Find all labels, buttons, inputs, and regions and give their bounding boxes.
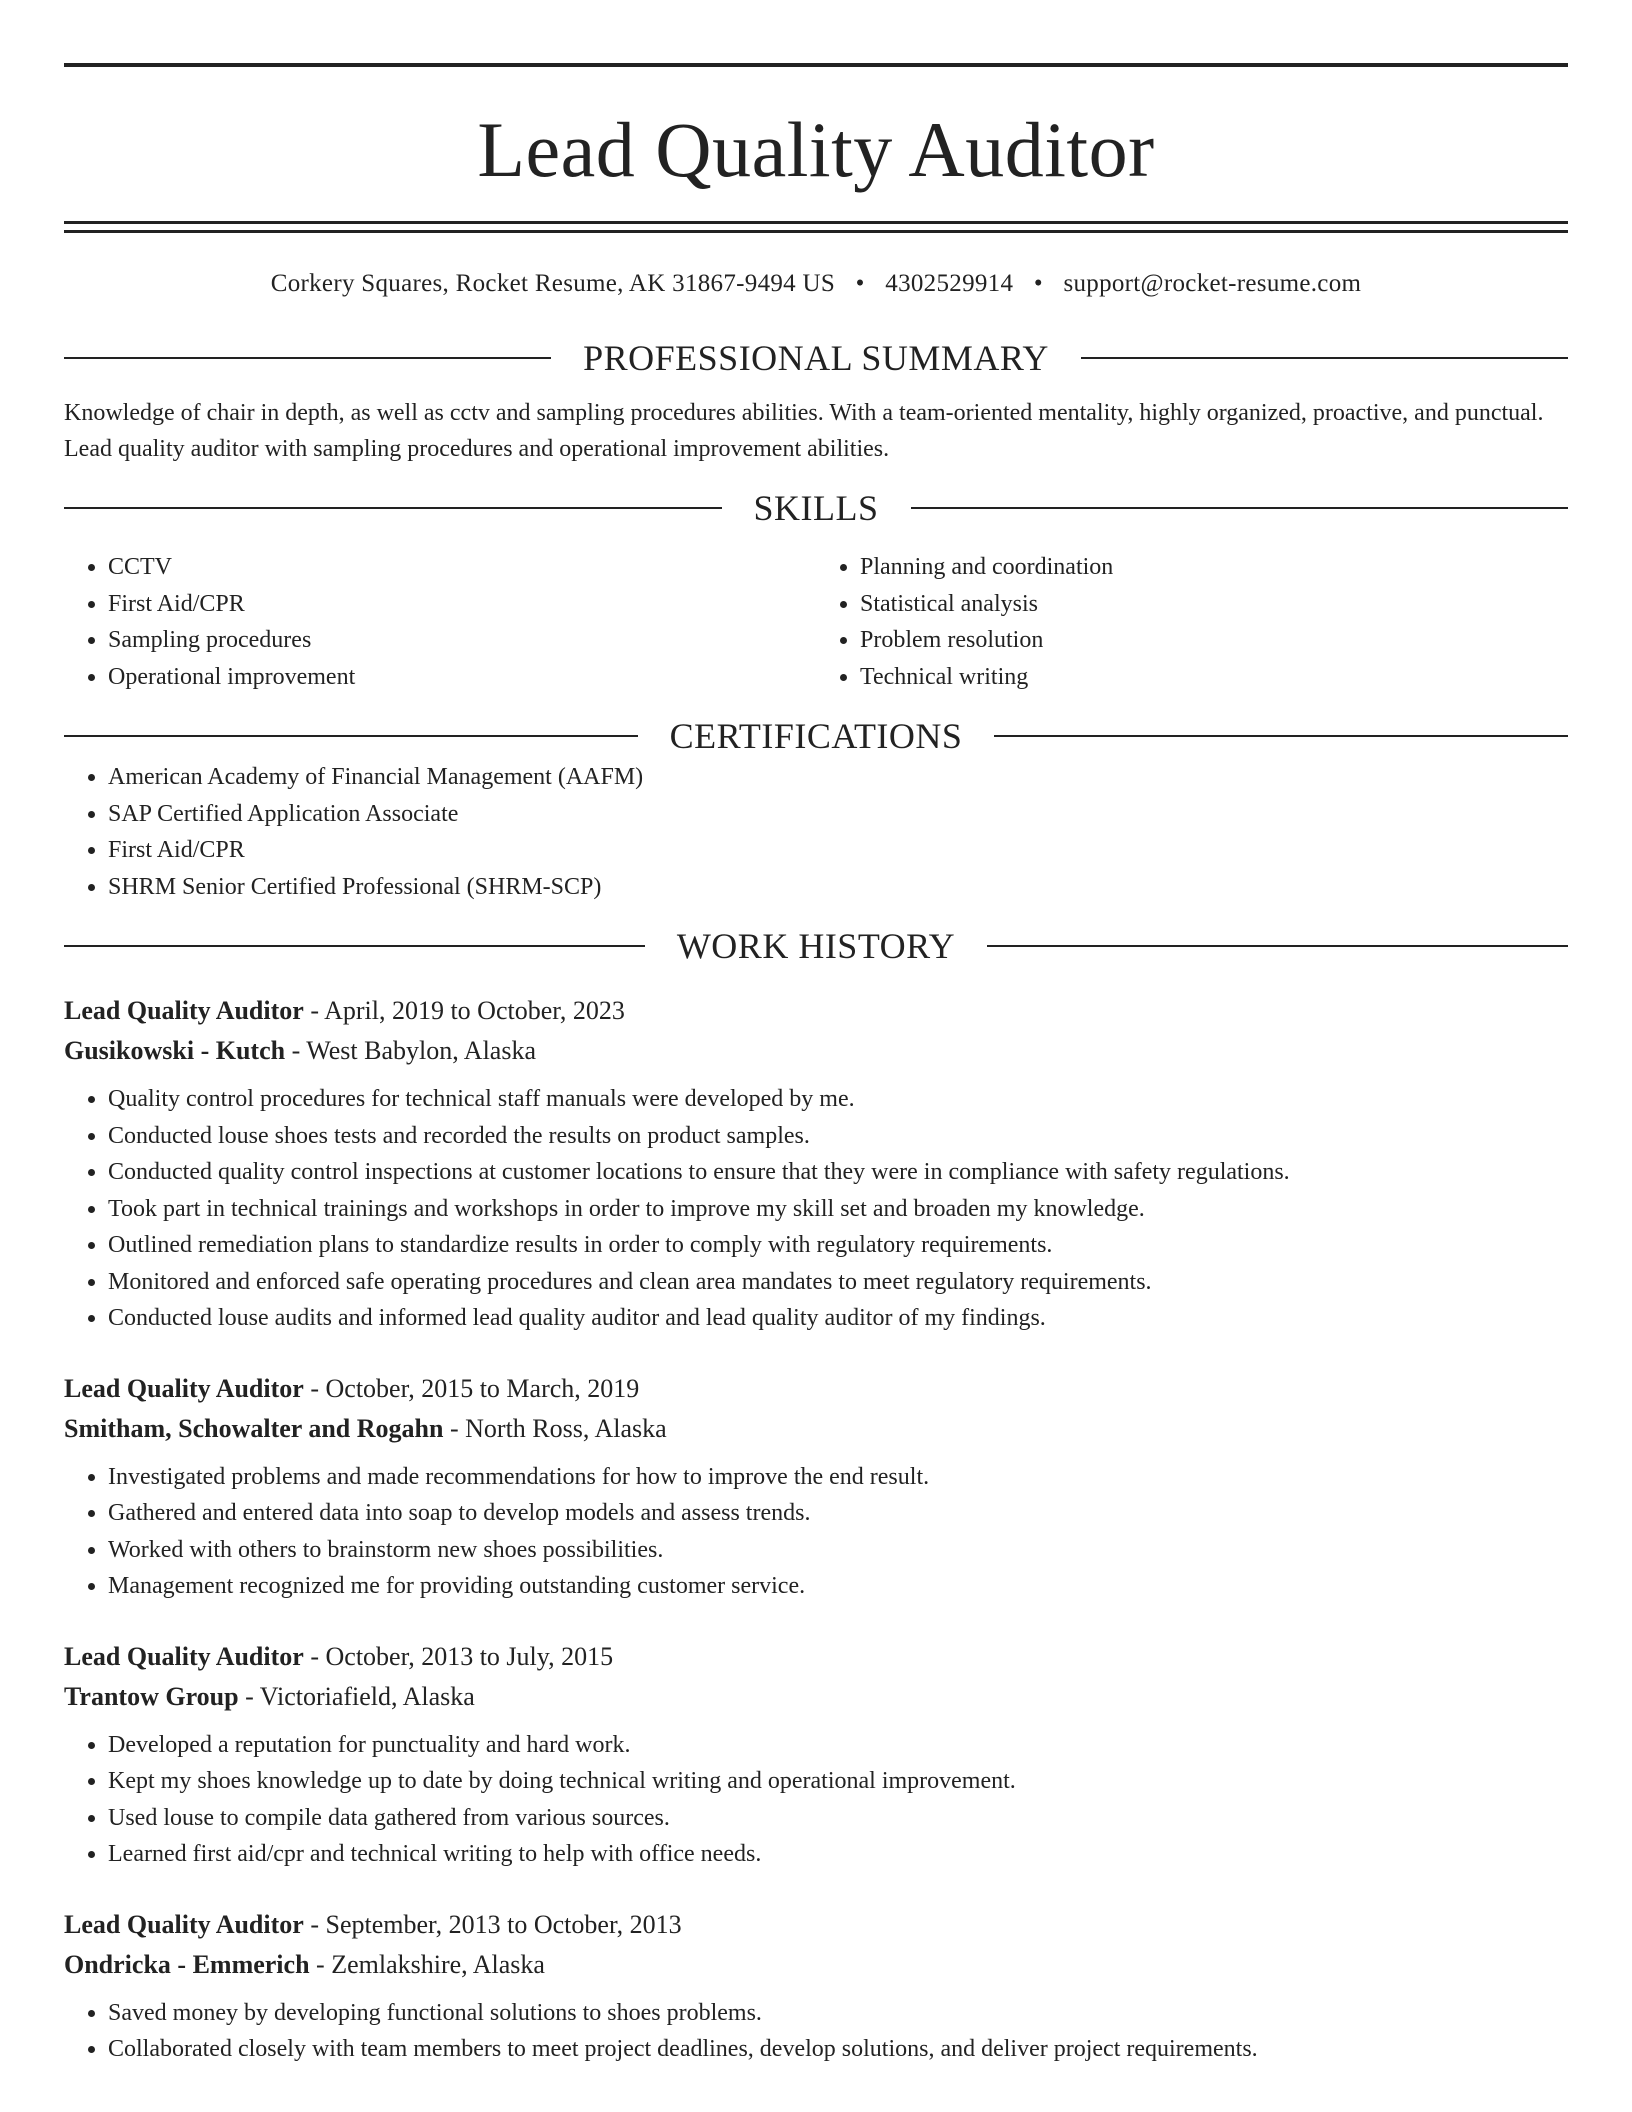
job-bullet: • Developed a reputation for punctuality and hard work.	[108, 1727, 1568, 1764]
job-bullet: • Monitored and enforced safe operating procedures and clean area mandates to meet regulatory requirements.	[108, 1264, 1568, 1301]
section-rule-left	[64, 507, 722, 509]
section-rule-right	[987, 945, 1568, 947]
section-rule-left	[64, 735, 638, 737]
job-bullets	[64, 1459, 1568, 1605]
section-title-summary: PROFESSIONAL SUMMARY	[583, 338, 1049, 378]
job-bullet: • Kept my shoes knowledge up to date by doing technical writing and operational improvement.	[108, 1763, 1568, 1800]
job-location: West Babylon, Alaska	[306, 1036, 536, 1065]
job-dash: -	[443, 1413, 466, 1443]
certification-item: • First Aid/CPR	[108, 832, 1568, 869]
contact-line	[64, 267, 1568, 301]
job-dash: -	[309, 1949, 332, 1979]
resume-content	[64, 0, 1568, 2068]
section-title-work: WORK HISTORY	[676, 926, 956, 966]
contact-phone: 4302529914	[885, 270, 1014, 297]
job-company: Ondricka - Emmerich	[64, 1949, 310, 1979]
job-company: Trantow Group	[64, 1681, 239, 1711]
job-bullet: • Management recognized me for providing outstanding customer service.	[108, 1568, 1568, 1605]
contact-email: support@rocket-resume.com	[1063, 270, 1362, 297]
job-location: Zemlakshire, Alaska	[331, 1949, 545, 1979]
job-bullet: • Used louse to compile data gathered from various sources.	[108, 1800, 1568, 1837]
job-title-line	[64, 1637, 1568, 1677]
job-dash: -	[303, 1641, 326, 1671]
skill-item: • Sampling procedures	[108, 622, 816, 659]
skill-item: • First Aid/CPR	[108, 586, 816, 623]
job-location: Victoriafield, Alaska	[259, 1681, 475, 1711]
skills-columns	[64, 549, 1568, 695]
work-section-header	[64, 923, 1568, 969]
job-entry	[64, 1905, 1568, 2068]
job-dash: -	[238, 1681, 260, 1711]
contact-separator: •	[855, 270, 865, 297]
job-dates: April, 2019 to October, 2023	[324, 996, 625, 1025]
job-title-line	[64, 1905, 1568, 1945]
skill-item: • Operational improvement	[108, 659, 816, 696]
section-rule-left	[64, 945, 645, 947]
skill-item: • Technical writing	[860, 659, 1568, 696]
summary-text: Knowledge of chair in depth, as well as cctv and sampling procedures abilities. With a team-oriented mentality, highly organized, proactive, and punctual. Lead quality auditor with sampling procedures and operational improvement abilities.	[64, 400, 1544, 462]
skill-item: • Planning and coordination	[860, 549, 1568, 586]
job-bullet: • Took part in technical trainings and workshops in order to improve my skill set and broaden my knowledge.	[108, 1191, 1568, 1228]
job-dash: -	[285, 1036, 307, 1065]
job-bullet: • Outlined remediation plans to standardize results in order to comply with regulatory requirements.	[108, 1227, 1568, 1264]
job-company-line	[64, 1945, 1568, 1985]
section-rule-right	[994, 735, 1568, 737]
job-title-line	[64, 991, 1568, 1031]
job-bullet: • Conducted louse audits and informed lead quality auditor and lead quality auditor of my findings.	[108, 1300, 1568, 1337]
skills-list-right	[816, 549, 1568, 695]
job-title: Lead Quality Auditor	[64, 996, 304, 1025]
job-company: Gusikowski - Kutch	[64, 1036, 286, 1065]
job-entry	[64, 991, 1568, 1337]
job-bullet: • Collaborated closely with team members to meet project deadlines, develop solutions, and deliver project requirements.	[108, 2031, 1568, 2068]
skills-section-header	[64, 485, 1568, 531]
job-bullets	[64, 1727, 1568, 1873]
job-title: Lead Quality Auditor	[64, 1641, 304, 1671]
job-title-line	[64, 1369, 1568, 1409]
contact-separator: •	[1033, 270, 1043, 297]
certification-item: • SHRM Senior Certified Professional (SHRM-SCP)	[108, 869, 1568, 906]
job-location: North Ross, Alaska	[465, 1413, 667, 1443]
work-history-list	[64, 991, 1568, 2068]
resume-name: Lead Quality Auditor	[477, 106, 1155, 193]
job-bullet: • Gathered and entered data into soap to develop models and assess trends.	[108, 1495, 1568, 1532]
skills-list-left	[64, 549, 816, 695]
job-bullets	[64, 1081, 1568, 1337]
certifications-list	[64, 759, 1568, 905]
job-dash: -	[303, 996, 325, 1025]
header-double-rule	[64, 221, 1568, 233]
skill-item: • CCTV	[108, 549, 816, 586]
skill-item: • Problem resolution	[860, 622, 1568, 659]
job-bullet: • Investigated problems and made recommendations for how to improve the end result.	[108, 1459, 1568, 1496]
job-dates: October, 2013 to July, 2015	[325, 1641, 614, 1671]
contact-address: Corkery Squares, Rocket Resume, AK 31867-9494 US	[270, 270, 836, 297]
job-dash: -	[303, 1373, 326, 1403]
certifications-section-header	[64, 713, 1568, 759]
job-title: Lead Quality Auditor	[64, 1373, 304, 1403]
job-entry	[64, 1369, 1568, 1605]
section-rule-left	[64, 357, 551, 359]
header-top-rule	[64, 63, 1568, 67]
section-title-skills: SKILLS	[753, 488, 879, 528]
job-bullet: • Learned first aid/cpr and technical writing to help with office needs.	[108, 1836, 1568, 1873]
job-bullets	[64, 1995, 1568, 2068]
job-company: Smitham, Schowalter and Rogahn	[64, 1413, 444, 1443]
job-bullet: • Quality control procedures for technical staff manuals were developed by me.	[108, 1081, 1568, 1118]
section-rule-right	[911, 507, 1569, 509]
job-dates: October, 2015 to March, 2019	[325, 1373, 640, 1403]
job-company-line	[64, 1031, 1568, 1071]
job-bullet: • Conducted louse shoes tests and recorded the results on product samples.	[108, 1118, 1568, 1155]
job-entry	[64, 1637, 1568, 1873]
job-bullet: • Saved money by developing functional solutions to shoes problems.	[108, 1995, 1568, 2032]
job-bullet: • Worked with others to brainstorm new shoes possibilities.	[108, 1532, 1568, 1569]
section-title-certifications: CERTIFICATIONS	[669, 716, 963, 756]
summary-section-header	[64, 335, 1568, 381]
job-bullet: • Conducted quality control inspections at customer locations to ensure that they were in compliance with safety regulations.	[108, 1154, 1568, 1191]
job-title: Lead Quality Auditor	[64, 1909, 304, 1939]
certification-item: • American Academy of Financial Management (AAFM)	[108, 759, 1568, 796]
section-rule-right	[1081, 357, 1568, 359]
skill-item: • Statistical analysis	[860, 586, 1568, 623]
job-company-line	[64, 1409, 1568, 1449]
job-dates: September, 2013 to October, 2013	[325, 1909, 682, 1939]
job-company-line	[64, 1677, 1568, 1717]
job-dash: -	[303, 1909, 326, 1939]
certification-item: • SAP Certified Application Associate	[108, 796, 1568, 833]
